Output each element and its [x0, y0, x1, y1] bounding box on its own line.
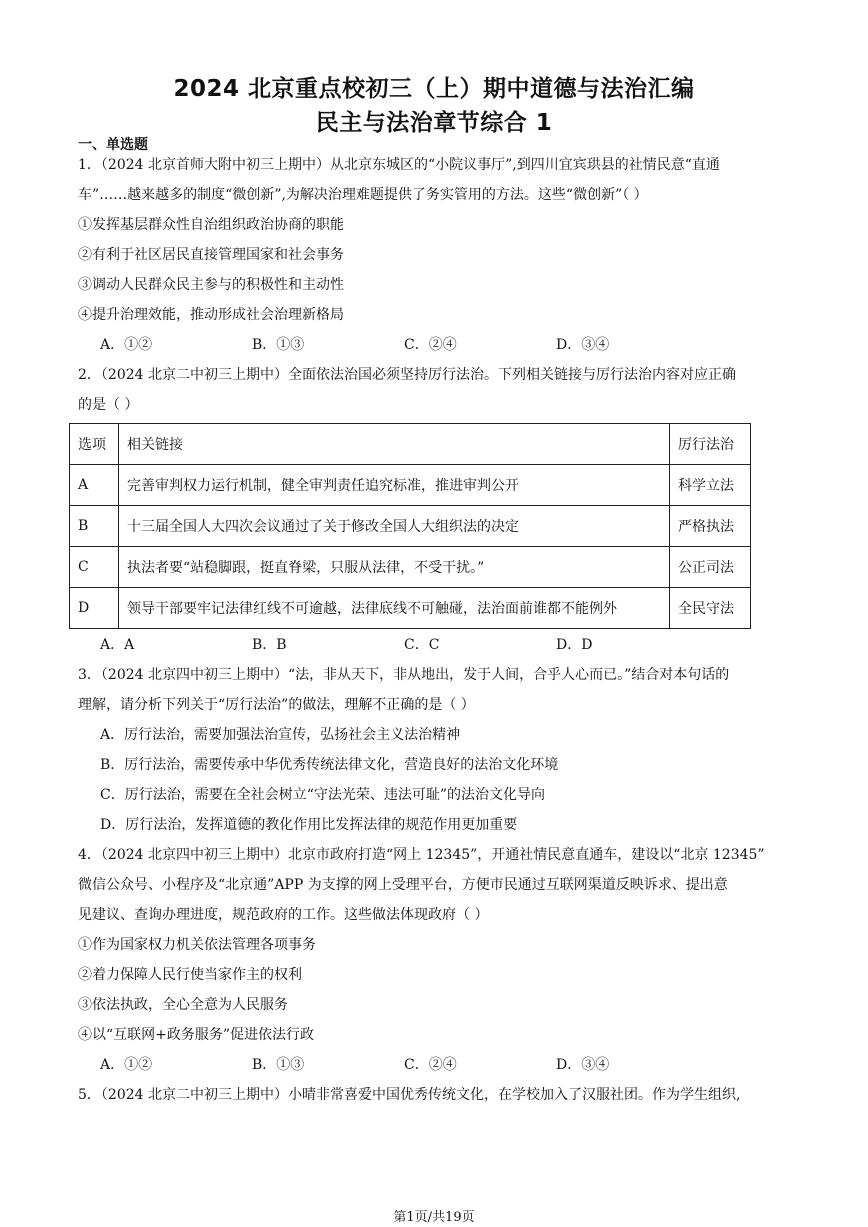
- table-header-cell: 相关链接: [119, 424, 670, 465]
- table-cell: A: [70, 465, 119, 506]
- q2-option-b[interactable]: B．B: [252, 637, 287, 653]
- q4-options: [100, 1055, 708, 1075]
- table-row: [70, 506, 751, 547]
- q2-options: [100, 635, 708, 655]
- q1-options: [100, 335, 708, 355]
- q1-item: ②有利于社区居民直接管理国家和社会事务: [78, 247, 344, 263]
- table-cell: 科学立法: [670, 465, 751, 506]
- q3-option-b[interactable]: B．厉行法治，需要传承中华优秀传统法律文化，营造良好的法治文化环境: [100, 757, 559, 773]
- document-title: 2024 北京重点校初三（上）期中道德与法治汇编: [173, 76, 695, 102]
- table-cell: 领导干部要牢记法律红线不可逾越，法律底线不可触碰，法治面前谁都不能例外: [119, 588, 670, 629]
- page-footer: 第1页/共19页: [393, 1210, 475, 1225]
- q1-stem-line2: 车”……越来越多的制度“微创新”,为解决治理难题提供了务实管用的方法。这些“微创新”（ ）: [78, 187, 648, 203]
- q1-option-d[interactable]: D．③④: [556, 337, 610, 353]
- q1-option-a[interactable]: A．①②: [100, 337, 153, 353]
- q4-option-d[interactable]: D．③④: [556, 1057, 610, 1073]
- table-cell: B: [70, 506, 119, 547]
- q3-option-a[interactable]: A．厉行法治，需要加强法治宣传，弘扬社会主义法治精神: [100, 727, 461, 743]
- q2-option-a[interactable]: A．A: [100, 637, 135, 653]
- table-header-cell: 厉行法治: [670, 424, 751, 465]
- q2-option-c[interactable]: C．C: [404, 637, 440, 653]
- q4-option-b[interactable]: B．①③: [252, 1057, 305, 1073]
- q4-option-c[interactable]: C．②④: [404, 1057, 457, 1073]
- table-row: [70, 588, 751, 629]
- table-cell: 执法者要“站稳脚跟，挺直脊梁，只服从法律，不受干扰。”: [119, 547, 670, 588]
- table-cell: C: [70, 547, 119, 588]
- table-cell: 完善审判权力运行机制，健全审判责任追究标准，推进审判公开: [119, 465, 670, 506]
- section-heading: 一、单选题: [78, 137, 148, 153]
- q1-item: ①发挥基层群众性自治组织政治协商的职能: [78, 217, 344, 233]
- q4-option-a[interactable]: A．①②: [100, 1057, 153, 1073]
- table-header-row: [70, 424, 751, 465]
- q4-item: ④以“互联网+政务服务”促进依法行政: [78, 1027, 315, 1043]
- table-cell: 全民守法: [670, 588, 751, 629]
- q2-stem-line2: 的是（ ）: [78, 397, 139, 413]
- q3-stem-line1: 3．（2024 北京四中初三上期中）“法，非从天下，非从地出，发于人间，合乎人心而已。”结合对本句话的: [78, 667, 730, 683]
- q4-item: ③依法执政，全心全意为人民服务: [78, 997, 288, 1013]
- q1-item: ④提升治理效能，推动形成社会治理新格局: [78, 307, 344, 323]
- table-cell: D: [70, 588, 119, 629]
- q4-stem-line1: 4．（2024 北京四中初三上期中）北京市政府打造“网上 12345”，开通社情民意直通车，建设以“北京 12345”: [78, 847, 765, 863]
- table-row: [70, 465, 751, 506]
- q3-option-d[interactable]: D．厉行法治，发挥道德的教化作用比发挥法律的规范作用更加重要: [100, 817, 518, 833]
- q4-item: ②着力保障人民行使当家作主的权利: [78, 967, 302, 983]
- q2-table: [69, 423, 751, 629]
- q4-item: ①作为国家权力机关依法管理各项事务: [78, 937, 316, 953]
- q1-stem-line1: 1．（2024 北京首师大附中初三上期中）从北京东城区的“小院议事厅”,到四川宜宾珙县的社情民意“直通: [78, 157, 720, 173]
- q3-stem-line2: 理解，请分析下列关于“厉行法治”的做法，理解不正确的是（ ）: [78, 697, 475, 713]
- q1-option-c[interactable]: C．②④: [404, 337, 457, 353]
- q2-stem-line1: 2．（2024 北京二中初三上期中）全面依法治国必须坚持厉行法治。下列相关链接与厉行法治内容对应正确: [78, 367, 736, 383]
- q2-option-d[interactable]: D．D: [556, 637, 593, 653]
- q1-option-b[interactable]: B．①③: [252, 337, 305, 353]
- q3-option-c[interactable]: C．厉行法治，需要在全社会树立“守法光荣、违法可耻”的法治文化导向: [100, 787, 546, 803]
- q1-item: ③调动人民群众民主参与的积极性和主动性: [78, 277, 344, 293]
- table-row: [70, 547, 751, 588]
- table-cell: 十三届全国人大四次会议通过了关于修改全国人大组织法的决定: [119, 506, 670, 547]
- q5-stem-line1: 5．（2024 北京二中初三上期中）小晴非常喜爱中国优秀传统文化，在学校加入了汉服社团。作为学生组织,: [78, 1087, 741, 1103]
- q4-stem-line3: 见建议、查询办理进度，规范政府的工作。这些做法体现政府（ ）: [78, 907, 489, 923]
- q4-stem-line2: 微信公众号、小程序及“北京通”APP 为支撑的网上受理平台，方便市民通过互联网渠道反映诉求、提出意: [78, 877, 728, 893]
- table-header-cell: 选项: [70, 424, 119, 465]
- table-cell: 严格执法: [670, 506, 751, 547]
- table-cell: 公正司法: [670, 547, 751, 588]
- document-subtitle: 民主与法治章节综合 1: [315, 110, 553, 136]
